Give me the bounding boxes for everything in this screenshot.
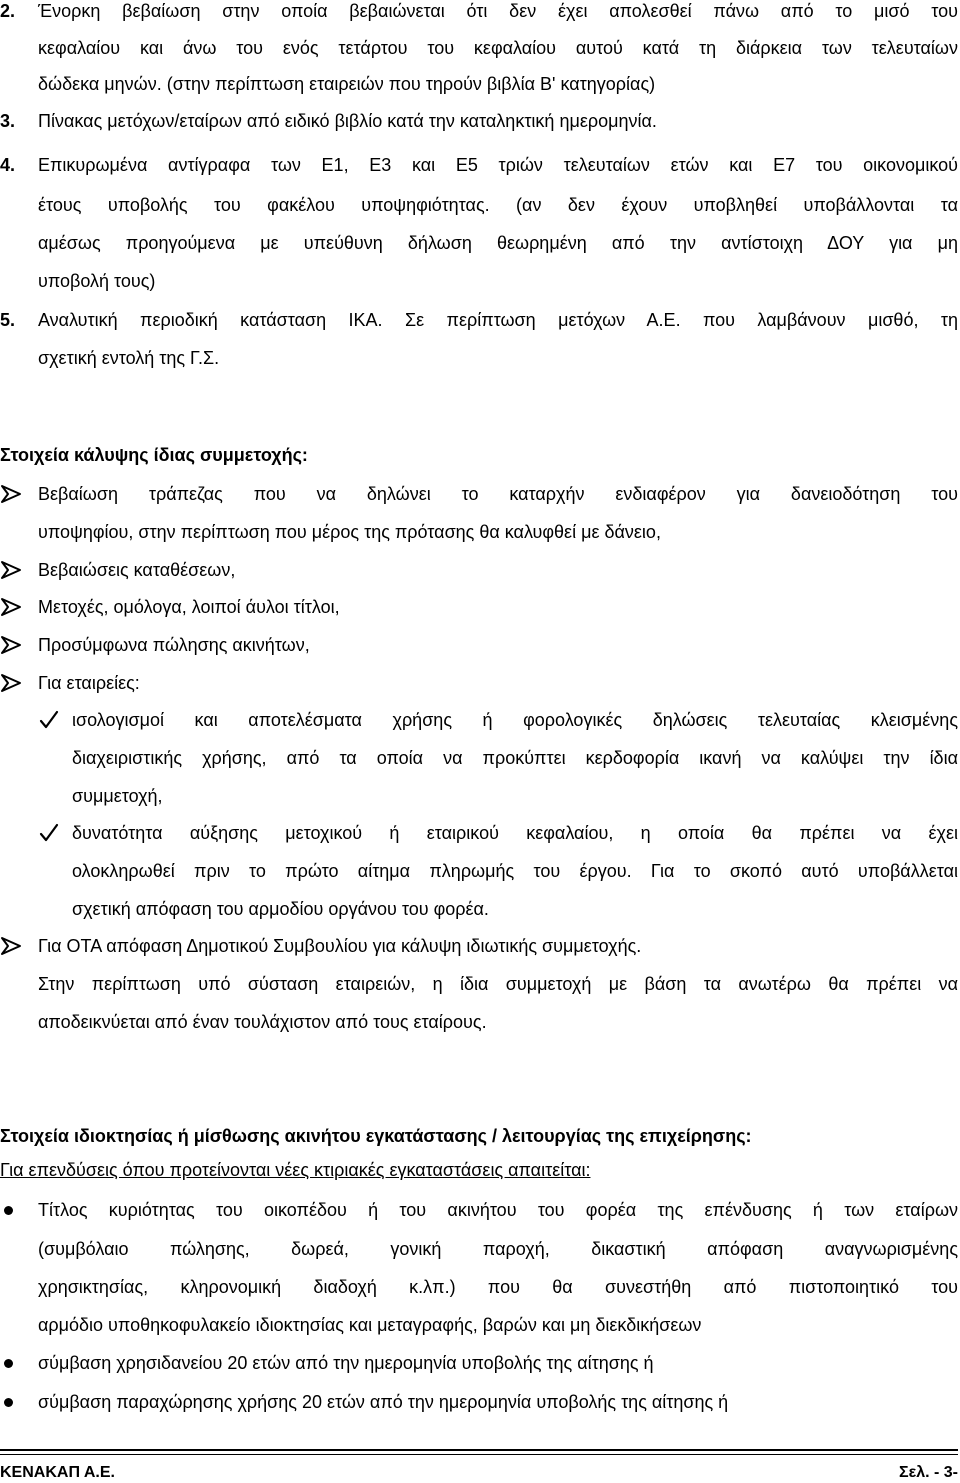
item-text: Επικυρωμένα αντίγραφα των Ε1, Ε3 και Ε5 τριών τελευταίων ετών και Ε7 του οικονομικού: [38, 155, 958, 175]
item-text: Πίνακας μετόχων/εταίρων από ειδικό βιβλίο κατά την καταληκτική ημερομηνία.: [38, 111, 657, 131]
arrow-item-5: Για εταιρείες:: [38, 673, 140, 693]
item-text: Ένορκη βεβαίωση στην οποία βεβαιώνεται ότι δεν έχει απολεσθεί πάνω από το μισό του: [38, 1, 958, 21]
arrow-bullet-icon: [0, 559, 26, 581]
bullet-dot-icon: [4, 1206, 13, 1215]
bullet-1-line-2: (συμβόλαιο πώλησης, δωρεά, γονική παροχή, δικαστική απόφαση αναγνωρισμένης: [38, 1239, 958, 1259]
item-5-line-1: [0, 309, 958, 331]
arrow-item-4: Προσύμφωνα πώλησης ακινήτων,: [38, 635, 310, 655]
bullet-dot-icon: [4, 1398, 13, 1407]
item-number: 3.: [0, 111, 16, 131]
bullet-3: σύμβαση παραχώρησης χρήσης 20 ετών από την ημερομηνία υποβολής της αίτησης ή: [38, 1392, 729, 1412]
check-item-2-line-3: σχετική απόφαση του αρμοδίου οργάνου του φορέα.: [72, 899, 489, 919]
bullet-1-line-4: αρμόδιο υποθηκοφυλακείο ιδιοκτησίας και μεταγραφής, βαρών και μη διεκδικήσεων: [38, 1315, 702, 1335]
check-item-2-line-1: δυνατότητα αύξησης μετοχικού ή εταιρικού κεφαλαίου, η οποία θα πρέπει να έχει: [72, 823, 958, 843]
arrow-bullet-icon: [0, 672, 26, 694]
check-item-1-line-1: ισολογισμοί και αποτελέσματα χρήσης ή φορολογικές δηλώσεις τελευταίας κλεισμένης: [72, 710, 958, 730]
item-number: 4.: [0, 155, 16, 175]
arrow-bullet-icon: [0, 634, 26, 656]
footer-rule-thin: [0, 1454, 958, 1455]
check-item-2-line-2: ολοκληρωθεί πριν το πρώτο αίτημα πληρωμής του έργου. Για το σκοπό αυτό υποβάλλεται: [72, 861, 958, 881]
checkmark-bullet-icon: [38, 709, 60, 731]
check-item-1-line-2: διαχειριστικής χρήσης, από τα οποία να προκύπτει κερδοφορία ικανή να καλύψει την ίδια: [72, 748, 958, 768]
note-line-1: Στην περίπτωση υπό σύσταση εταιρειών, η ίδια συμμετοχή με βάση τα ανωτέρω θα πρέπει να: [38, 974, 958, 994]
section-subheading: Για επενδύσεις όπου προτείνονται νέες κτιριακές εγκαταστάσεις απαιτείται:: [0, 1160, 591, 1180]
section-heading-own-contribution: Στοιχεία κάλυψης ίδιας συμμετοχής:: [0, 445, 308, 465]
item-3-line-1: [0, 110, 958, 132]
bullet-2: σύμβαση χρησιδανείου 20 ετών από την ημερομηνία υποβολής της αίτησης ή: [38, 1353, 654, 1373]
item-5-line-2: σχετική εντολή της Γ.Σ.: [38, 348, 220, 368]
item-4-line-1: [0, 154, 958, 176]
arrow-bullet-icon: [0, 596, 26, 618]
bullet-1-line-1: Τίτλος κυριότητας του οικοπέδου ή του ακινήτου του φορέα της επένδυσης ή των εταίρων: [38, 1200, 958, 1220]
bullet-1-line-3: χρησικτησίας, κληρονομική διαδοχή κ.λπ.) που θα συνεστήθη από πιστοποιητικό του: [38, 1277, 958, 1297]
arrow-bullet-icon: [0, 935, 26, 957]
arrow-item-1-line-1: Βεβαίωση τράπεζας που να δηλώνει το καταρχήν ενδιαφέρον για δανειοδότηση του: [38, 484, 958, 504]
item-2-line-3: δώδεκα μηνών. (στην περίπτωση εταιρειών που τηρούν βιβλία Β' κατηγορίας): [38, 74, 656, 94]
item-2-line-1: [0, 0, 958, 22]
arrow-bullet-icon: [0, 483, 26, 505]
item-number: 5.: [0, 310, 16, 330]
footer-company: ΚΕΝΑΚΑΠ Α.Ε.: [0, 1464, 115, 1481]
check-item-1-line-3: συμμετοχή,: [72, 786, 163, 806]
arrow-item-3: Μετοχές, ομόλογα, λοιποί άυλοι τίτλοι,: [38, 597, 340, 617]
checkmark-bullet-icon: [38, 822, 60, 844]
footer-rule: [0, 1449, 958, 1451]
arrow-item-1-line-2: υποψηφίου, στην περίπτωση που μέρος της πρότασης θα καλυφθεί με δάνειο,: [38, 522, 661, 542]
arrow-item-2: Βεβαιώσεις καταθέσεων,: [38, 560, 236, 580]
item-number: 2.: [0, 1, 16, 21]
footer-page-number: Σελ. - 3-: [899, 1464, 958, 1481]
bullet-dot-icon: [4, 1359, 13, 1368]
section-heading-property: Στοιχεία ιδιοκτησίας ή μίσθωσης ακινήτου εγκατάστασης / λειτουργίας της επιχείρησης:: [0, 1126, 752, 1146]
arrow-item-ota: Για ΟΤΑ απόφαση Δημοτικού Συμβουλίου για κάλυψη ιδιωτικής συμμετοχής.: [38, 936, 642, 956]
item-text: Αναλυτική περιοδική κατάσταση ΙΚΑ. Σε περίπτωση μετόχων Α.Ε. που λαμβάνουν μισθό, τη: [38, 310, 958, 330]
note-line-2: αποδεικνύεται από έναν τουλάχιστον από τους εταίρους.: [38, 1012, 487, 1032]
item-4-line-2: έτους υποβολής του φακέλου υποψηφιότητας. (αν δεν έχουν υποβληθεί υποβάλλονται τα: [38, 195, 958, 215]
item-4-line-4: υποβολή τους): [38, 271, 156, 291]
item-4-line-3: αμέσως προηγούμενα με υπεύθυνη δήλωση θεωρημένη από την αντίστοιχη ΔΟΥ για μη: [38, 233, 958, 253]
item-2-line-2: κεφαλαίου και άνω του ενός τετάρτου του κεφαλαίου αυτού κατά τη διάρκεια των τελευταίων: [38, 38, 958, 58]
